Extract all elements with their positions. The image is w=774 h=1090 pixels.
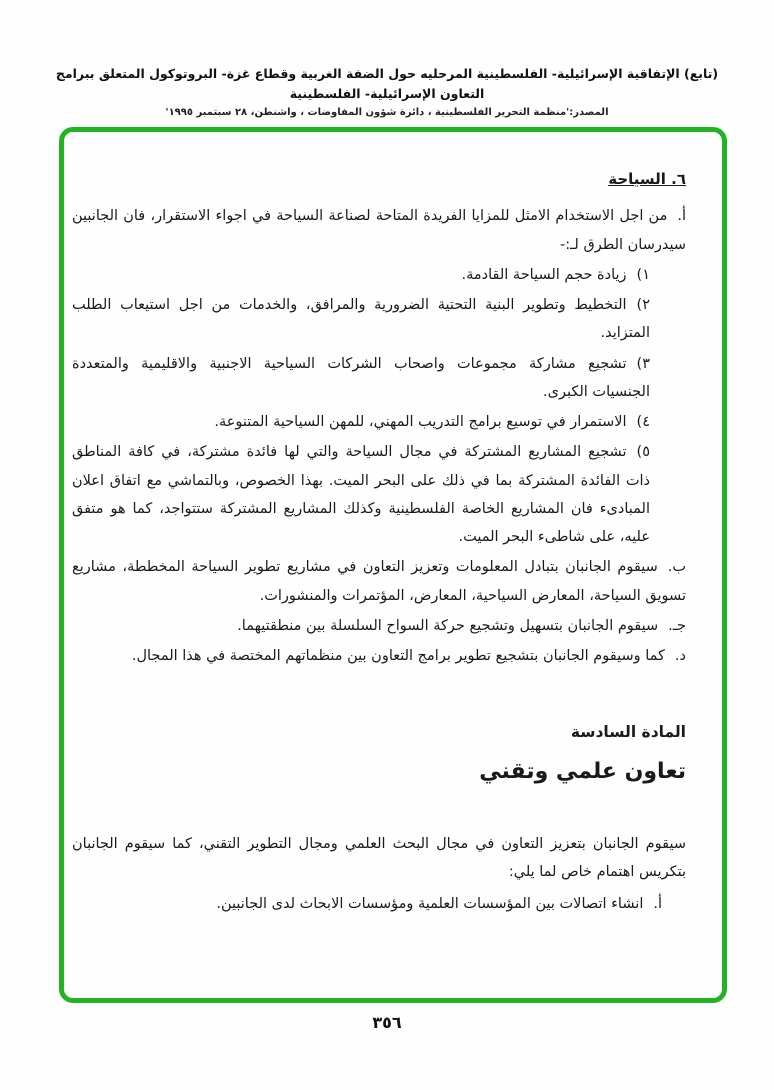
- page-number: ٣٥٦: [372, 1013, 402, 1032]
- paragraph-a-text: من اجل الاستخدام الامثل للمزايا الفريدة المتاحة لصناعة السياحة في اجواء الاستقرار، فان الجانبين سيدرسان الطرق لـ:-: [72, 208, 686, 253]
- list-item-text: تشجيع المشاريع المشتركة في مجال السياحة والتي لها فائدة مشتركة، في كافة المناطق ذات الفائدة المشتركة بما في ذلك على البحر الميت. بهذا الخصوص، وبالتماشي مع اتفاق اعلان المبادىء فان المشاريع الخاصة الفلسطينية وكذلك المشاريع المشتركة ستتواجد، كما هو متفق عليه، على شاطىء البحر الميت.: [72, 444, 650, 546]
- header-title: (تابع) الإتفاقية الإسرائيلية- الفلسطينية المرحليه حول الضفة الغربية وقطاع غزة- البروتوكول المتعلق ببرامج التعاون الإسرائيلية- الفلسطينية: [55, 66, 719, 101]
- list-item: [72, 350, 650, 407]
- list-item-text: زيادة حجم السياحة القادمة.: [461, 266, 627, 283]
- header-source: المصدر:'منظمة التحرير الفلسطينية ، دائرة شؤون المفاوضات ، واشنطن، ٢٨ سبتمبر ١٩٩٥': [165, 107, 609, 118]
- list-item-number: ١): [636, 266, 650, 283]
- article-six-subtitle: تعاون علمي وتقني: [479, 758, 686, 784]
- paragraph-b: [72, 553, 686, 610]
- paragraph-c-text: سيقوم الجانبان بتسهيل وتشجيع حركة السواح السلسلة بين منطقتيهما.: [237, 617, 659, 634]
- paragraph-c-label: جـ.: [668, 617, 686, 634]
- list-item-text: تشجيع مشاركة مجموعات واصحاب الشركات السياحية الاجنبية والاقليمية والمتعددة الجنسيات الكبرى.: [72, 355, 650, 400]
- paragraph-c: [72, 612, 686, 640]
- article-six-item-a-text: انشاء اتصالات بين المؤسسات العلمية ومؤسسات الابحاث لدى الجانبين.: [216, 896, 644, 913]
- list-item-number: ٣): [636, 355, 650, 372]
- tourism-section-heading: ٦. السياحة: [608, 170, 686, 188]
- list-item: [72, 438, 650, 551]
- article-six-intro: سيقوم الجانبان بتعزيز التعاون في مجال البحث العلمي ومجال التطوير التقني، كما سيقوم الجانبان بتكريس اهتمام خاص لما يلي:: [72, 835, 686, 880]
- list-item: [72, 408, 650, 436]
- article-six-block: [72, 717, 686, 919]
- list-item-number: ٥): [636, 444, 650, 461]
- list-item-number: ٤): [636, 414, 650, 431]
- paragraph-a-label: أ.: [677, 208, 686, 225]
- paragraph-a: [72, 202, 686, 259]
- tourism-numbered-list: [72, 261, 686, 552]
- paragraph-d-label: د.: [674, 648, 686, 665]
- list-item: [72, 261, 650, 289]
- list-item-number: ٢): [636, 297, 650, 314]
- article-six-item-a-label: أ.: [653, 896, 662, 913]
- list-item-text: التخطيط وتطوير البنية التحتية الضرورية والمرافق، والخدمات من اجل استيعاب الطلب المتزايد.: [72, 297, 650, 342]
- list-item: [72, 291, 650, 348]
- document-header: [38, 64, 736, 118]
- paragraph-b-text: سيقوم الجانبان بتبادل المعلومات وتعزيز التعاون في مشاريع تطوير السياحة المخططة، مشاريع تسويق السياحة، المعارض السياحية، المعارض، المؤتمرات والمنشورات.: [72, 559, 686, 604]
- paragraph-d: [72, 642, 686, 670]
- list-item-text: الاستمرار في توسيع برامج التدريب المهني، للمهن السياحية المتنوعة.: [214, 414, 627, 431]
- document-body: [72, 165, 686, 920]
- paragraph-d-text: كما وسيقوم الجانبان بتشجيع تطوير برامج التعاون بين منظماتهم المختصة في هذا المجال.: [131, 648, 665, 665]
- paragraph-b-label: ب.: [667, 559, 686, 576]
- article-six-item-a: [72, 890, 686, 918]
- article-six-title: المادة السادسة: [570, 722, 686, 741]
